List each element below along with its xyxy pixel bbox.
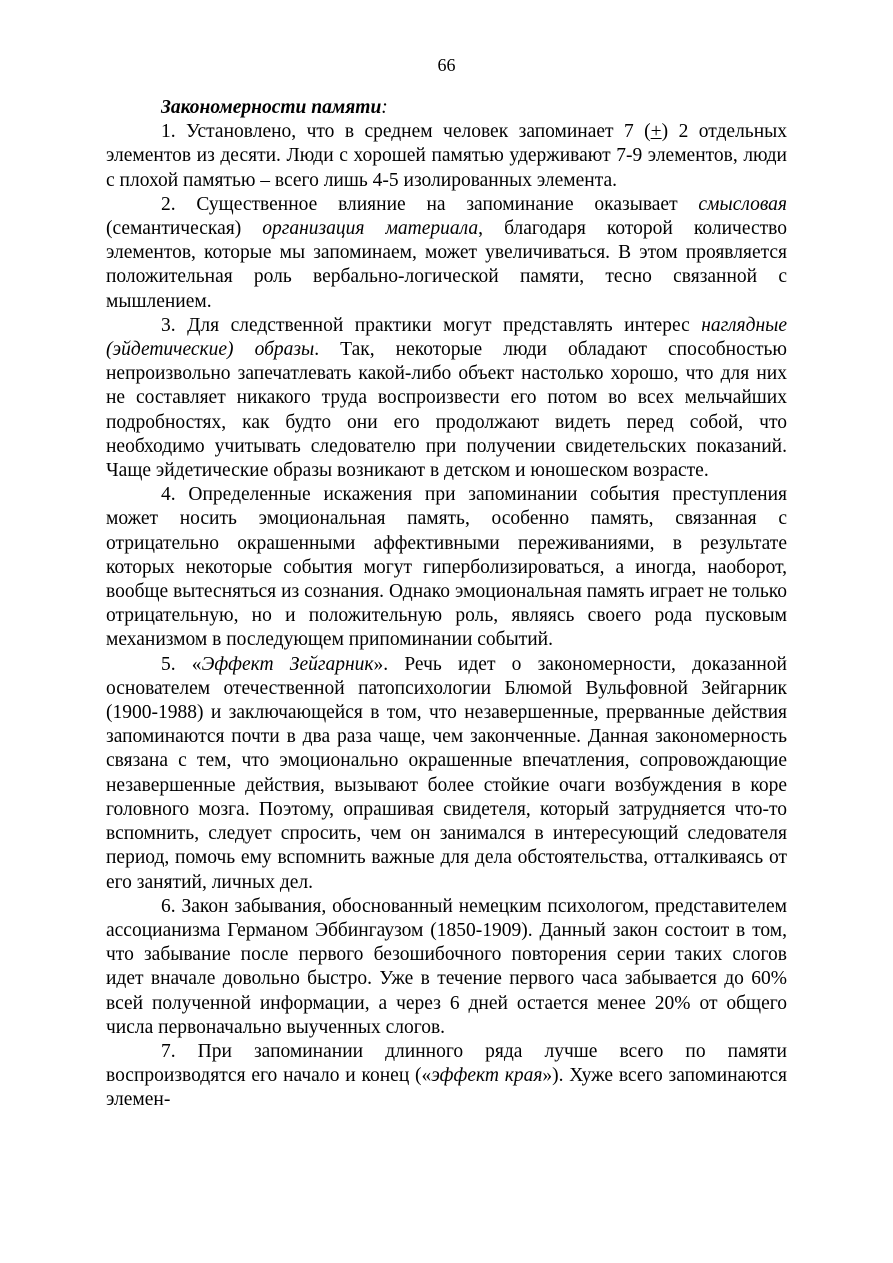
section-heading-title: Закономерности памяти xyxy=(161,97,382,118)
body-text xyxy=(106,96,787,1113)
paragraph-3-italic: наглядные (эйдетические) образы xyxy=(106,314,787,361)
paragraph-2-text-mid: (семантическая) xyxy=(106,218,263,240)
paragraph-2-italic-1: смысловая xyxy=(698,193,787,215)
page-number: 66 xyxy=(437,55,456,75)
paragraph-5-italic: Эффект Зейгарник xyxy=(201,653,374,675)
paragraph-2 xyxy=(106,193,787,314)
paragraph-1-text-end: ) 2 отдельных элементов из десяти. Люди с хорошей памятью удерживают 7-9 элементов, люди с плохой памятью – всего лишь 4-5 изолированных элемента. xyxy=(106,121,787,191)
paragraph-4-text: 4. Определенные искажения при запоминании события преступления может носить эмоциональная память, особенно память, связанная с отрицательно окрашенными аффективными переживаниями, в результате которых некоторые события могут гиперболизироваться, а иногда, наоборот, вообще вытесняться из сознания. Однако эмоциональная память играет не только отрицательную, но и положительную роль, являясь своего рода пусковым механизмом в последующем припоминании событий. xyxy=(106,484,787,651)
paragraph-1-text: 1. Установлено, что в среднем человек запоминает 7 ( xyxy=(161,121,651,143)
paragraph-5-text-end: ». Речь идет о закономерности, доказанной основателем отечественной патопсихологии Блюмой Вульфовной Зейгарник (1900-1988) и заключающейся в том, что незавершенные, прерванные действия запоминаются почти в два раза чаще, чем законченные. Данная закономерность связана с тем, что эмоционально окрашенные впечатления, сопровождающие незавершенные действия, вызывают более стойкие очаги возбуждения в коре головного мозга. Поэтому, опрашивая свидетеля, который затрудняется что-то вспомнить, следует спросить, чем он занимался в интересующий следователя период, помочь ему вспомнить важные для дела обстоятельства, отталкиваясь от его занятий, личных дел. xyxy=(106,653,787,893)
paragraph-2-italic-2: организация материала xyxy=(262,218,479,240)
paragraph-3-text: 3. Для следственной практики могут представлять интерес xyxy=(161,314,702,336)
paragraph-2-text-end: , благодаря которой количество элементов, которые мы запоминаем, может увеличиваться. В этом проявляется положительная роль вербально-логической памяти, тесно связанной с мышлением. xyxy=(106,218,787,312)
paragraph-7 xyxy=(106,1040,787,1113)
paragraph-7-italic: эффект края xyxy=(431,1065,543,1087)
paragraph-3-text-end: . Так, некоторые люди обладают способностью непроизвольно запечатлевать какой-либо объект настолько хорошо, что для них не составляет никакого труда воспроизвести его потом во всех мельчайших подробностях, как будто они его продолжают видеть перед собой, что необходимо учитывать следователю при получении свидетельских показаний. Чаще эйдетические образы возникают в детском и юношеском возрасте. xyxy=(106,339,787,482)
paragraph-4 xyxy=(106,483,787,652)
paragraph-2-text: 2. Существенное влияние на запоминание оказывает xyxy=(161,193,699,215)
paragraph-5 xyxy=(106,653,787,895)
paragraph-6 xyxy=(106,895,787,1040)
paragraph-1 xyxy=(106,120,787,193)
paragraph-7-text-end: »). Хуже всего запоминаются элемен- xyxy=(106,1065,787,1111)
paragraph-7-text: 7. При запоминании длинного ряда лучше всего по памяти воспроизводятся его начало и конец (« xyxy=(106,1040,787,1087)
plus-minus-sign: + xyxy=(650,121,662,143)
paragraph-6-text: 6. Закон забывания, обоснованный немецким психологом, представителем ассоцианизма Германом Эббингаузом (1850-1909). Данный закон состоит в том, что забывание после первого безошибочного повторения серии таких слогов идет вначале довольно быстро. Уже в течение первого часа забывается до 60% всей полученной информации, а через 6 дней остается менее 20% от общего числа первоначально выученных слогов. xyxy=(106,895,787,1038)
paragraph-5-text: 5. « xyxy=(161,653,202,675)
section-heading-colon: : xyxy=(381,97,388,118)
section-heading xyxy=(106,96,787,120)
paragraph-3 xyxy=(106,314,787,483)
